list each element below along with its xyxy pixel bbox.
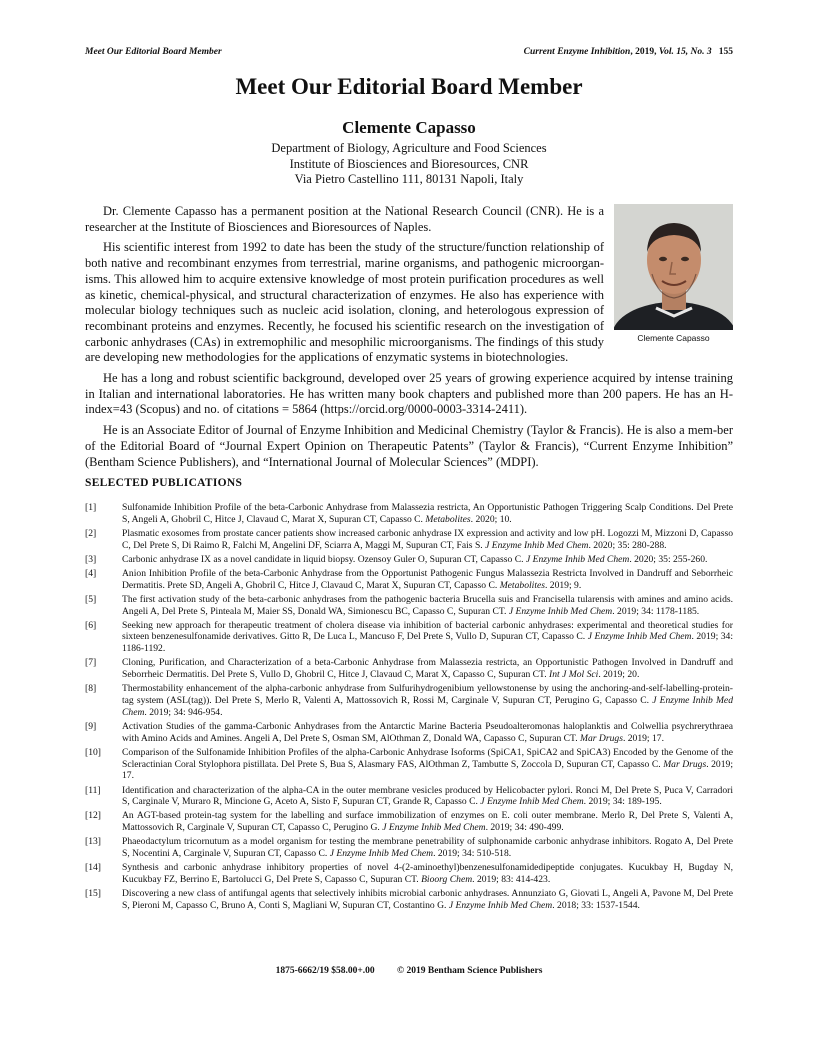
publication-text [122,862,733,886]
publication-citation: Thermostability enhancement of the alpha-carbonic anhydrase from Sulfurihydrogenibium yellowstonense by using the anchoring-and-self-labelling-protein-tag system (ASL(tag)). Del Prete S, Merlo R, Valenti A, Mattossovich R, Rossi M, Carginale V, Supuran CT, Perugino G, Capasso C. [122,683,733,707]
publication-number: [14] [85,862,101,874]
publication-journal: Mar Drugs [663,758,707,770]
publication-journal: Metabolites [425,513,471,525]
footer [85,966,733,976]
bio-paragraph: Dr. Clemente Capasso has a permanent position at the National Research Council (CNR). He is a researcher at the Institute of Biosciences and Bioresources of Naples. [85,204,604,234]
publication-number: [7] [85,657,97,669]
publication-text [122,785,733,809]
publication-citation: Identification and characterization of the alpha-CA in the outer membrane vesicles produced by Helicobacter pylori. Ronci M, Del Prete S, Puca V, Carradori S, Carginale V, Muraro R, Mincione G, Aceto A, Sisto F, Supuran CT, Grande R, Capasso C. [122,784,733,808]
biography [85,204,733,475]
publication-details: . 2019; 20. [598,669,640,681]
publication-details: . 2019; 34: 946-954. [144,706,223,718]
publication-number: [11] [85,784,101,796]
publication-text [122,721,733,745]
publication-text [122,502,733,526]
publication-citation: Discovering a new class of antifungal agents that selectively inhibits microbial carbonic anhydrases. Annunziato G, Giovati L, Angeli A, Pavone M, Del Prete S, Pieroni M, Capasso C, Bruno A, Conti S, Magliani W, Supuran CT, Costantino G. [122,888,733,911]
publication-citation: An AGT-based protein-tag system for the labelling and surface immobilization of enzymes on E. coli outer membrane. Merlo R, Del Prete S, Valenti A, Mattossovich R, Carginale V, Supuran CT, Capasso C, Perugino G. [122,810,733,834]
portrait-photo [614,204,733,330]
publications-list [85,502,733,914]
publication-journal: Bioorg Chem [421,873,473,885]
publication-item [85,862,733,886]
running-head-left: Meet Our Editorial Board Member [85,47,222,57]
bio-paragraph: He has a long and robust scientific background, developed over 25 years of growing experience acquired by intense training in Italian and international laboratories. He has written many book chapters and published more than 200 papers. He has an H-index=43 (Scopus) and no. of citations = 5864 (https://orcid.org/0000-0003-3314-2411). [85,371,733,417]
publication-journal: Mar Drugs [580,732,623,744]
publication-text [122,620,733,655]
footer-copyright: © 2019 Bentham Science Publishers [397,966,543,976]
publication-text [122,810,733,834]
publication-journal: J Enzyme Inhib Med Chem [122,695,733,718]
publication-journal: Metabolites [499,579,545,591]
publication-journal: J Enzyme Inhib Med Chem [448,899,553,911]
publication-text [122,888,733,912]
publication-text [122,747,733,782]
publication-item [85,836,733,860]
publication-citation: The first activation study of the beta-carbonic anhydrases from the pathogenic bacteria Brucella suis and Francisella tularensis with amines and amino acids. Angeli A, Del Prete S, Pinteala M, Maier SS, Donald WA, Simionescu BC, Capasso C, Supuran CT. [122,593,733,617]
publication-details: . 2020; 35: 255-260. [629,553,708,565]
publication-journal: J Enzyme Inhib Med Chem [485,539,589,551]
publication-details: . 2019; 17. [122,758,733,782]
affiliation-line: Department of Biology, Agriculture and Food Sciences [271,141,547,155]
publication-number: [3] [85,553,97,565]
bio-paragraph: His scientific interest from 1992 to date has been the study of the structure/function relationship of both native and recombinant enzymes from terrestrial, marine organisms, and pathogenic microorgan-isms. This allowed him to acquire extensive knowledge of most protein purification procedures as well as kinetic, chemical-physical, and structural characterization of enzymes. He also has experience with molecular biology techniques such as nucleic acid isolation, cloning, and heterologous expression of recombinant proteins and enzymes. Recently, he focused his scientific research on the investigation of carbonic anhydrases (CAs) in extremophilic and mesophilic microorganisms. The findings of this study are developing new methodologies for the applications of enzymatic systems in biotechnologies. [85,240,604,365]
publication-citation: Carbonic anhydrase IX as a novel candidate in liquid biopsy. Ozensoy Guler O, Supuran CT, Capasso C. [122,553,524,565]
publication-details: . 2019; 34: 189-195. [583,796,662,808]
publication-details: . 2019; 17. [622,732,664,744]
publication-item [85,747,733,782]
journal-volume: Vol. 15, No. 3 [658,47,712,57]
publication-text [122,683,733,718]
publication-details: . 2019; 83: 414-423. [472,873,551,885]
publication-citation: Phaeodactylum tricornutum as a model organism for testing the membrane penetrability of sulphonamide carbonic anhydrase inhibitors. Rogato A, Del Prete S, Nocentini A, Carginale V, Supuran CT, Capasso C. [122,836,733,860]
publication-item [85,888,733,912]
publication-item [85,594,733,618]
publication-number: [2] [85,527,97,539]
running-head [85,47,733,57]
publication-text [122,594,733,618]
page-title: Meet Our Editorial Board Member [235,74,583,99]
publication-journal: J Enzyme Inhib Med Chem [329,848,434,860]
affiliation-line: Via Pietro Castellino 111, 80131 Napoli, Italy [294,172,524,186]
publication-citation: Activation Studies of the gamma-Carbonic Anhydrases from the Antarctic Marine Bacteria Pseudoalteromonas haloplanktis and Colwellia psychrerythraea with Amino Acids and Amines. Angeli A, Del Prete S, Osman SM, AlOthman Z, Donald WA, Capasso C, Supuran CT. [122,720,733,744]
publication-details: . 2019; 34: 1186-1192. [122,631,733,655]
publications-heading: SELECTED PUBLICATIONS [85,477,243,489]
footer-issn: 1875-6662/19 $58.00+.00 [275,966,375,976]
affiliation-line: Institute of Biosciences and Bioresources, CNR [289,156,529,171]
publication-item [85,620,733,655]
publication-text [122,528,733,552]
publication-text [122,836,733,860]
bio-paragraph: He is an Associate Editor of Journal of Enzyme Inhibition and Medicinal Chemistry (Taylor & Francis). He is also a mem-ber of the Editorial Board of “Journal Expert Opinion on Therapeutic Patents” (Taylor & Francis), “Current Enzyme Inhibition” (Bentham Science Publishers), and “International Journal of Molecular Sciences” (MDPI). [85,423,733,469]
running-head-right [524,47,733,57]
publication-number: [4] [85,567,97,579]
publication-item [85,721,733,745]
publication-citation: Synthesis and carbonic anhydrase inhibitory properties of novel 4-(2-aminoethyl)benzenesulfonamidedipeptide conjugates. Kucukbay H, Bugday N, Kucukbay FZ, Berrino E, Bartolucci G, Del Prete S, Capasso C, Supuran CT. [122,862,733,885]
publication-text [122,554,733,566]
publication-number: [13] [85,836,101,848]
publication-details: . 2019; 34: 510-518. [433,848,512,860]
publication-item [85,785,733,809]
portrait-figure [614,204,733,347]
publication-journal: J Enzyme Inhib Med Chem [382,822,486,834]
publication-item [85,657,733,681]
publication-journal: Int J Mol Sci [549,669,599,681]
publication-item [85,502,733,526]
publication-number: [10] [85,746,101,758]
publication-citation: Plasmatic exosomes from prostate cancer patients show increased carbonic anhydrase IX expression and activity and low pH. Logozzi M, Mizzoni D, Capasso C, Del Prete S, Di Raimo R, Falchi M, Angelini DF, Sciarra A, Maggi M, Supuran CT, Fais S. [122,527,733,551]
publication-text [122,657,733,681]
publication-item [85,810,733,834]
publication-number: [6] [85,619,97,631]
publication-item [85,683,733,718]
publication-journal: J Enzyme Inhib Med Chem [480,796,584,808]
publication-number: [15] [85,888,101,900]
publication-item [85,528,733,552]
publication-item [85,568,733,592]
portrait-caption: Clemente Capasso [637,333,710,343]
member-name: Clemente Capasso [342,118,476,137]
page-number: 155 [718,47,733,57]
publication-details: . 2018; 33: 1537-1544. [552,899,640,911]
publication-number: [9] [85,720,97,732]
publication-citation: Anion Inhibition Profile of the beta-Carbonic Anhydrase from the Opportunist Pathogenic Fungus Malassezia Restricta Involved in Dandruff and Seborrheic Dermatitis. Prete SD, Angeli A, Ghobril C, Hitce J, Clavaud C, Marat X, Supuran CT, Capasso C. [122,567,733,591]
publication-citation: Comparison of the Sulfonamide Inhibition Profiles of the alpha-Carbonic Anhydrase Isoforms (SpiCA1, SpiCA2 and SpiCA3) Encoded by the Genome of the Scleractinian Coral Stylophora pistillata. Del Prete S, Bua S, Alasmary FAS, AlOthman Z, Tambutte S, Zoccola D, Supuran CT, Capasso C. [122,746,733,770]
publication-details: . 2019; 34: 1178-1185. [612,605,700,617]
publication-number: [1] [85,502,97,513]
publication-details: . 2020; 35: 280-288. [588,539,667,551]
journal-name: Current Enzyme Inhibition [523,47,631,57]
publication-item [85,554,733,566]
publication-details: . 2019; 9. [544,579,582,591]
publication-citation: Seeking new approach for therapeutic treatment of cholera disease via inhibition of bacterial carbonic anhydrases: experimental and theoretical studies for sixteen benzenesulfonamide derivatives. Gitto R, De Luca L, Mancuso F, Del Prete S, Vullo D, Supuran CT, Capasso C. [122,619,733,643]
publication-text [122,568,733,592]
publication-journal: J Enzyme Inhib Med Chem [587,631,692,643]
publication-citation: Cloning, Purification, and Characterization of a beta-Carbonic Anhydrase from Malassezia restricta, an Opportunistic Pathogen Involved in Dandruff and Seborrheic Dermatitis. Del Prete S, Vullo D, Ghobril C, Hitce J, Clavaud C, Marat X, Capasso C, Supuran CT. [122,657,733,681]
publication-journal: J Enzyme Inhib Med Chem [508,605,613,617]
publication-journal: J Enzyme Inhib Med Chem [525,553,630,565]
publication-citation: Sulfonamide Inhibition Profile of the beta-Carbonic Anhydrase from Malassezia restricta, An Opportunistic Pathogen Triggering Scalp Conditions. Del Prete S, Angeli A, Ghobril C, Hitce J, Clavaud C, Marat X, Supuran CT, Capasso C. [122,502,733,525]
publication-number: [12] [85,810,101,822]
publication-number: [5] [85,593,97,605]
journal-year: , 2019, [630,47,659,57]
publication-details: . 2020; 10. [470,513,512,525]
publication-details: . 2019; 34: 490-499. [485,822,564,834]
affiliation [85,141,733,188]
publication-number: [8] [85,683,97,695]
